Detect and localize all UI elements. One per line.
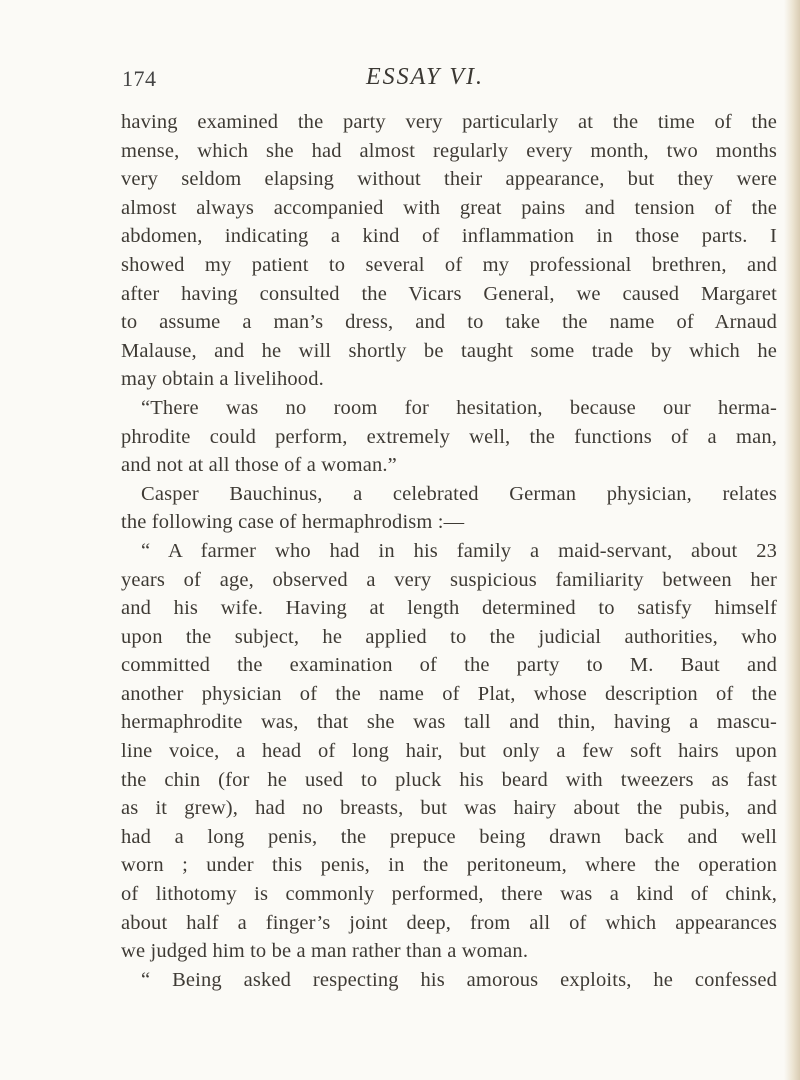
page-edge-shadow: [784, 0, 800, 1080]
page-header: [0, 64, 800, 100]
text-line: “ A farmer who had in his family a maid-servant, about 23: [141, 539, 777, 562]
text-line: of lithotomy is commonly performed, there was a kind of chink,: [121, 883, 777, 906]
text-line: about half a finger’s joint deep, from all of which appearances: [121, 911, 777, 934]
text-line: Casper Bauchinus, a celebrated German physician, relates: [141, 482, 777, 505]
text-line: Malause, and he will shortly be taught some trade by which he: [121, 339, 777, 362]
text-line: abdomen, indicating a kind of inflammation in those parts. I: [121, 225, 777, 248]
text-line: upon the subject, he applied to the judicial authorities, who: [121, 625, 777, 648]
text-line: had a long penis, the prepuce being drawn back and well: [121, 825, 777, 848]
text-line: line voice, a head of long hair, but only a few soft hairs upon: [121, 740, 777, 763]
text-line: phrodite could perform, extremely well, the functions of a man,: [121, 425, 777, 448]
text-line: having examined the party very particularly at the time of the: [121, 111, 777, 133]
text-line: after having consulted the Vicars General, we caused Margaret: [121, 282, 777, 305]
text-line: hermaphrodite was, that she was tall and thin, having a mascu-: [121, 711, 777, 734]
page-number: 174: [122, 66, 157, 91]
text-line: years of age, observed a very suspicious familiarity between her: [121, 568, 777, 591]
text-line: another physician of the name of Plat, whose description of the: [121, 682, 777, 705]
text-line: and not at all those of a woman.”: [121, 454, 397, 477]
text-line: as it grew), had no breasts, but was hairy about the pubis, and: [121, 797, 777, 820]
text-line: “There was no room for hesitation, because our herma-: [141, 396, 777, 419]
text-line: “ Being asked respecting his amorous exploits, he confessed: [141, 968, 777, 991]
text-line: showed my patient to several of my professional brethren, and: [121, 253, 777, 276]
text-line: very seldom elapsing without their appearance, but they were: [121, 168, 777, 191]
text-line: the chin (for he used to pluck his beard with tweezers as fast: [121, 768, 777, 791]
text-line: to assume a man’s dress, and to take the name of Arnaud: [121, 311, 777, 334]
text-line: may obtain a livelihood.: [121, 368, 324, 391]
text-line: we judged him to be a man rather than a woman.: [121, 940, 529, 963]
text-line: the following case of hermaphrodism :—: [121, 511, 465, 534]
text-line: mense, which she had almost regularly every month, two months: [121, 139, 777, 162]
text-line: worn ; under this penis, in the peritoneum, where the operation: [121, 854, 777, 877]
running-head: ESSAY VI.: [366, 64, 484, 90]
text-line: almost always accompanied with great pains and tension of the: [121, 196, 777, 219]
body-text: [121, 108, 777, 994]
text-line: and his wife. Having at length determined to satisfy himself: [121, 597, 777, 620]
text-line: committed the examination of the party to M. Baut and: [121, 654, 777, 677]
